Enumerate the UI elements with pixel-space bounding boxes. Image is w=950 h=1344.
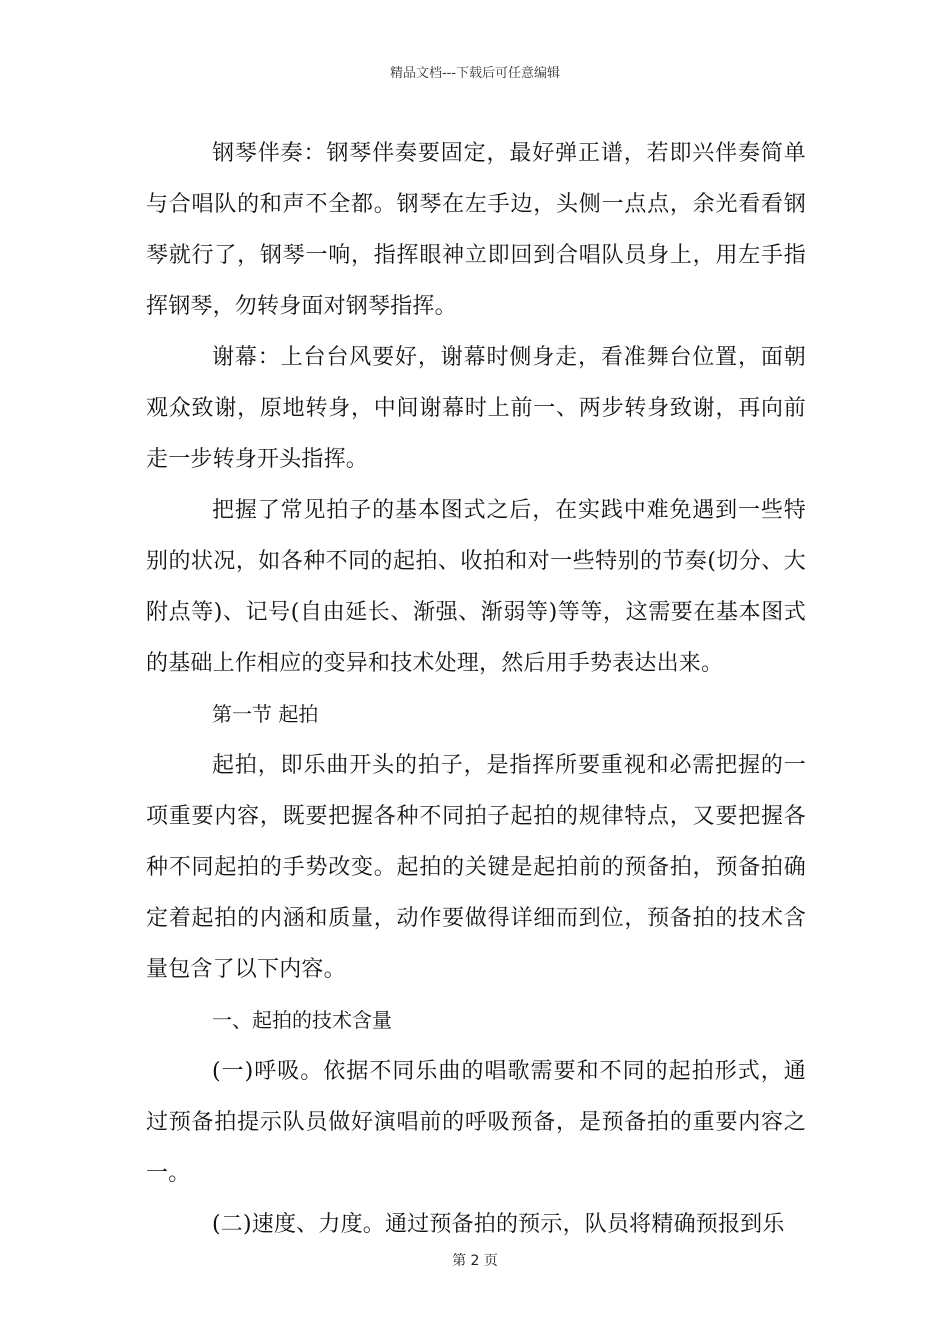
- paragraph-beat-patterns: 把握了常见拍子的基本图式之后，在实践中难免遇到一些特别的状况，如各种不同的起拍、收拍和对一些特别的节奏(切分、大附点等)、记号(自由延长、渐强、渐弱等)等等，这需要在基本图式的基础上作相应的变异和技术处理，然后用手势表达出来。: [146, 498, 806, 676]
- paragraph-tempo-dynamics: (二)速度、力度。通过预备拍的预示，队员将精确预报到乐: [212, 1212, 785, 1237]
- paragraph-piano-accompaniment: 钢琴伴奏：钢琴伴奏要固定，最好弹正谱，若即兴伴奏简单与合唱队的和声不全都。钢琴在左手边，头侧一点点，余光看看钢琴就行了，钢琴一响，指挥眼神立即回到合唱队员身上，用左手指挥钢琴，勿转身面对钢琴指挥。: [146, 141, 806, 319]
- paragraph-upbeat-intro: 起拍，即乐曲开头的拍子，是指挥所要重视和必需把握的一项重要内容，既要把握各种不同拍子起拍的规律特点，又要把握各种不同起拍的手势改变。起拍的关键是起拍前的预备拍，预备拍确定着起拍的内涵和质量，动作要做得详细而到位，预备拍的技术含量包含了以下内容。: [146, 753, 806, 982]
- page-header: 精品文档---下载后可任意编辑: [389, 66, 561, 81]
- subsection-heading-technique: 一、起拍的技术含量: [212, 1008, 392, 1032]
- paragraph-breathing: (一)呼吸。依据不同乐曲的唱歌需要和不同的起拍形式，通过预备拍提示队员做好演唱前的呼吸预备，是预备拍的重要内容之一。: [146, 1059, 806, 1186]
- paragraph-curtain-call: 谢幕：上台台风要好，谢幕时侧身走，看准舞台位置，面朝观众致谢，原地转身，中间谢幕时上前一、两步转身致谢，再向前走一步转身开头指挥。: [146, 345, 806, 472]
- document-body: [146, 128, 806, 1250]
- section-heading-upbeat: 第一节 起拍: [212, 702, 319, 726]
- page-number: 第 2 页: [452, 1253, 498, 1269]
